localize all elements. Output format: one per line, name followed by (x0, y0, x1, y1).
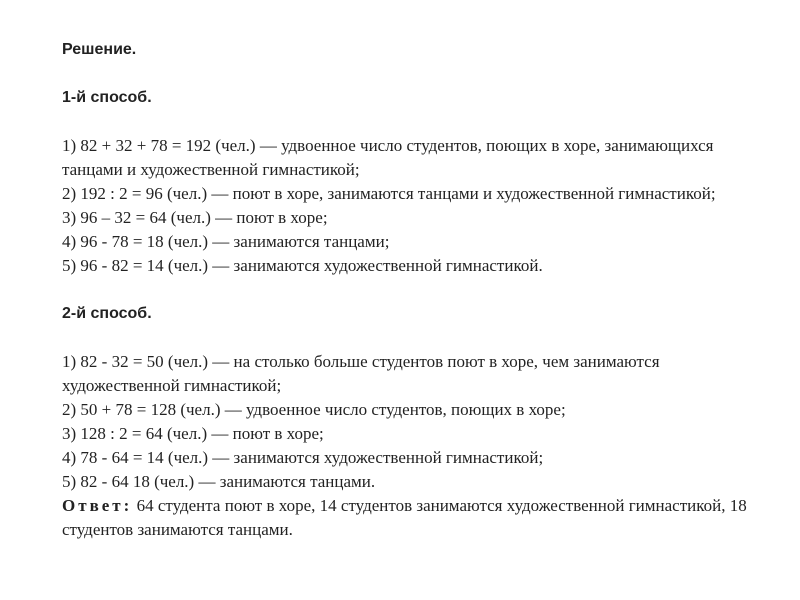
answer (62, 494, 762, 542)
method-2-step-2: 2) 50 + 78 = 128 (чел.) — удвоенное число студентов, поющих в хоре; (62, 400, 566, 419)
solution-title: Решение. (62, 41, 137, 58)
solution-document (62, 38, 762, 542)
spacer (62, 110, 762, 134)
method-1-step-1: 1) 82 + 32 + 78 = 192 (чел.) — удвоенное число студентов, поющих в хоре, занимающихся танцами и художественной гимнастикой; (62, 136, 714, 179)
method-1-step-2: 2) 192 : 2 = 96 (чел.) — поют в хоре, занимаются танцами и художественной гимнастикой; (62, 184, 716, 203)
method-2-step-1: 1) 82 - 32 = 50 (чел.) — на столько больше студентов поют в хоре, чем занимаются художественной гимнастикой; (62, 352, 660, 395)
method-2-heading: 2-й способ. (62, 305, 152, 322)
answer-text: 64 студента поют в хоре, 14 студентов занимаются художественной гимнастикой, 18 студентов занимаются танцами. (62, 496, 747, 539)
method-1-step-5: 5) 96 - 82 = 14 (чел.) — занимаются художественной гимнастикой. (62, 256, 543, 275)
spacer (62, 278, 762, 302)
method-2-step-3: 3) 128 : 2 = 64 (чел.) — поют в хоре; (62, 424, 324, 443)
spacer (62, 62, 762, 86)
method-1-heading: 1-й способ. (62, 89, 152, 106)
method-1-step-3: 3) 96 – 32 = 64 (чел.) — поют в хоре; (62, 208, 328, 227)
method-1-step-4: 4) 96 - 78 = 18 (чел.) — занимаются танцами; (62, 232, 390, 251)
method-2-step-5: 5) 82 - 64 18 (чел.) — занимаются танцами. (62, 472, 376, 491)
answer-label: Ответ: (62, 496, 133, 515)
method-2-step-4: 4) 78 - 64 = 14 (чел.) — занимаются художественной гимнастикой; (62, 448, 544, 467)
spacer (62, 326, 762, 350)
